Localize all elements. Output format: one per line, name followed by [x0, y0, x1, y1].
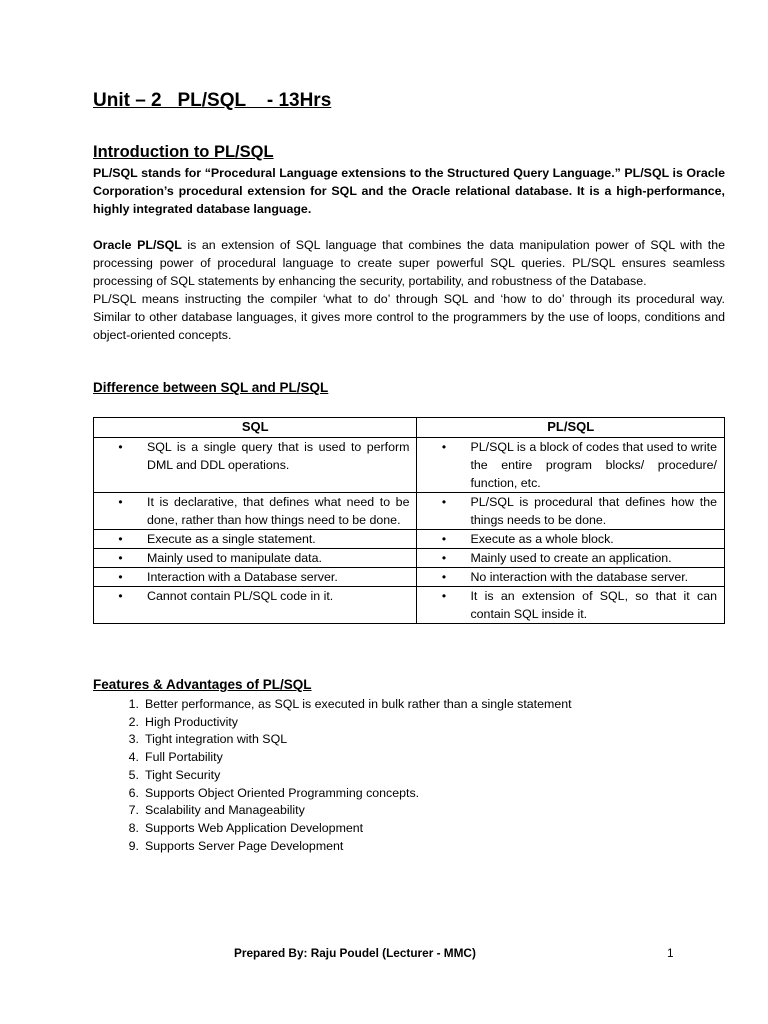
list-number: 2.: [128, 714, 139, 729]
sql-cell: Execute as a single statement.: [147, 532, 316, 546]
list-number: 1.: [128, 697, 139, 711]
oracle-term: Oracle PL/SQL: [93, 238, 182, 252]
bullet: •: [118, 570, 123, 584]
list-item-text: Better performance, as SQL is executed in bulk rather than a single statement: [145, 697, 572, 711]
sql-column-header: SQL: [94, 418, 417, 438]
list-item: [93, 767, 572, 785]
list-item: [93, 731, 572, 749]
bullet: •: [441, 589, 447, 603]
table-row: [94, 549, 725, 568]
list-item: [93, 785, 572, 803]
plsql-cell: Execute as a whole block.: [470, 532, 614, 546]
list-item: [93, 838, 572, 856]
bullet: •: [441, 570, 447, 584]
list-item: [93, 714, 572, 732]
features-list: [93, 696, 572, 855]
plsql-cell: PL/SQL is procedural that defines how the things needs to be done.: [470, 495, 717, 527]
list-item-text: Supports Web Application Development: [145, 820, 364, 835]
list-number: 3.: [128, 732, 139, 747]
list-item: [93, 820, 572, 838]
bullet: •: [118, 589, 123, 603]
compiler-paragraph: PL/SQL means instructing the compiler ‘what to do’ through SQL and ‘how to do’ through its procedural way. Similar to other database languages, it gives more control to the programmers by the use of loops, conditions and object-oriented concepts.: [93, 292, 725, 342]
list-item: [93, 696, 572, 714]
page-number: 1: [667, 946, 674, 960]
table-row: [94, 568, 725, 587]
list-item-text: High Productivity: [145, 714, 238, 729]
list-number: 9.: [128, 838, 139, 853]
bullet: •: [118, 532, 123, 546]
bullet: •: [441, 532, 447, 546]
oracle-paragraph: [93, 236, 725, 290]
table-row: [94, 438, 725, 493]
unit-title: Unit – 2 PL/SQL - 13Hrs: [93, 90, 332, 111]
bullet: •: [441, 551, 447, 565]
list-number: 7.: [128, 803, 139, 818]
list-item-text: Tight Security: [145, 767, 221, 782]
prepared-by: Prepared By: Raju Poudel (Lecturer - MMC): [234, 946, 476, 960]
bullet: •: [441, 495, 447, 509]
list-number: 4.: [128, 750, 139, 765]
features-heading: Features & Advantages of PL/SQL: [93, 677, 312, 692]
plsql-cell: PL/SQL is a block of codes that used to write the entire program blocks/ procedure/ function, etc.: [470, 440, 717, 490]
plsql-cell: No interaction with the database server.: [470, 570, 689, 584]
plsql-cell: It is an extension of SQL, so that it can contain SQL inside it.: [470, 589, 717, 621]
list-number: 6.: [128, 785, 139, 800]
oracle-paragraphs: [93, 236, 725, 344]
table-row: [94, 530, 725, 549]
bullet: •: [118, 551, 123, 565]
list-item-text: Tight integration with SQL: [145, 732, 288, 747]
list-item-text: Full Portability: [145, 750, 223, 765]
intro-heading: Introduction to PL/SQL: [93, 143, 274, 161]
list-item-text: Scalability and Manageability: [145, 803, 305, 818]
list-item-text: Supports Server Page Development: [145, 838, 344, 853]
sql-cell: Interaction with a Database server.: [147, 570, 338, 584]
sql-cell: Mainly used to manipulate data.: [147, 551, 322, 565]
oracle-paragraph-text: is an extension of SQL language that combines the data manipulation power of SQL with the processing power of procedural language to create super powerful SQL queries. PL/SQL ensures seamless processing of SQL statements by enhancing the security, portability, and robustness of the Database.: [93, 238, 726, 288]
bullet: •: [118, 495, 123, 509]
sql-cell: Cannot contain PL/SQL code in it.: [147, 589, 334, 603]
intro-bold-paragraph: PL/SQL stands for “Procedural Language extensions to the Structured Query Language.” PL/SQL is Oracle Corporation’s procedural extension for SQL and the Oracle relational database. It is a high-performance, highly integrated database language.: [93, 166, 725, 216]
list-item: [93, 802, 572, 820]
plsql-cell: Mainly used to create an application.: [470, 551, 672, 565]
sql-cell: SQL is a single query that is used to perform DML and DDL operations.: [147, 440, 410, 472]
list-number: 5.: [128, 767, 139, 782]
plsql-column-header: PL/SQL: [417, 418, 725, 438]
difference-table: [93, 417, 725, 624]
bullet: •: [118, 440, 123, 454]
bullet: •: [441, 440, 447, 454]
list-item-text: Supports Object Oriented Programming concepts.: [145, 785, 420, 800]
list-item: [93, 749, 572, 767]
table-row: [94, 493, 725, 530]
table-header-row: [94, 418, 725, 438]
difference-heading: Difference between SQL and PL/SQL: [93, 380, 329, 395]
sql-cell: It is declarative, that defines what need to be done, rather than how things need to be done.: [147, 495, 410, 527]
table-row: [94, 587, 725, 624]
list-number: 8.: [128, 820, 139, 835]
